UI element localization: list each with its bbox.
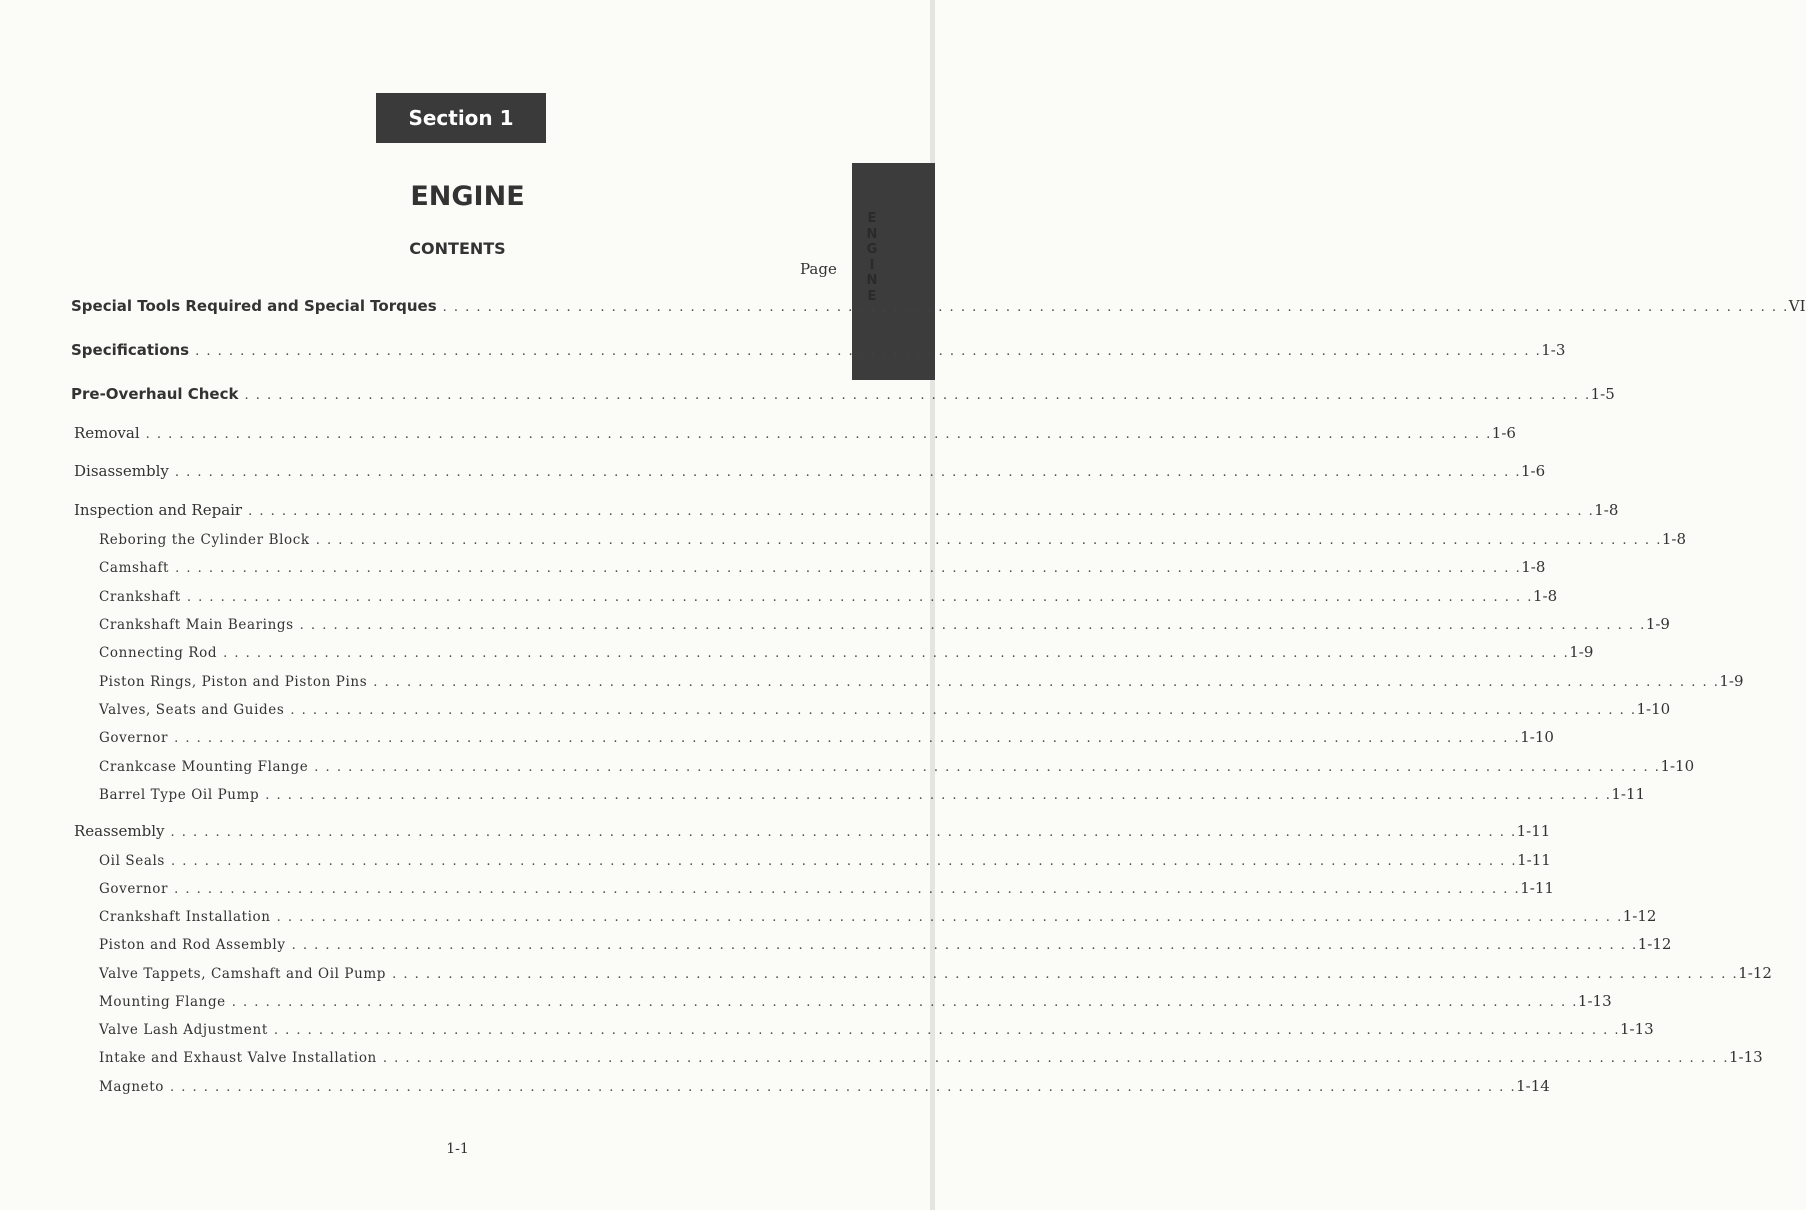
dot-leader: . . . . . . . . . . . . . . . . . . . . . . . . . . . . . . . . . . . . . . . . . . . . . . . . . . . . . . . . . . . . . . . . . . . . . . . . . . . . . . . . . . . . . . . . . . . . . . . . . . . . . . . . . . . . . . . . . . . . . . . . (392, 967, 1739, 982)
toc-entry (0, 1020, 1654, 1044)
toc-entry-title: Crankshaft Main Bearings (99, 617, 294, 633)
dot-leader: . . . . . . . . . . . . . . . . . . . . . . . . . . . . . . . . . . . . . . . . . . . . . . . . . . . . . . . . . . . . . . . . . . . . . . . . . . . . . . . . . . . . . . . . . . . . . . . . . . . . . . . . . . . . . . . . . . . . . . . . (290, 703, 1637, 718)
toc-entry-page: 1-8 (1521, 558, 1546, 576)
toc-entry-page: 1-9 (1645, 615, 1670, 633)
side-tab-letter: N (866, 226, 878, 242)
toc-entry-title: Reboring the Cylinder Block (99, 532, 310, 548)
toc-entry-page: 1-8 (1661, 530, 1686, 548)
toc-entry-title: Special Tools Required and Special Torques (71, 297, 437, 315)
toc-entry (0, 1048, 1763, 1072)
toc-entry-title: Removal (74, 424, 140, 442)
dot-leader: . . . . . . . . . . . . . . . . . . . . . . . . . . . . . . . . . . . . . . . . . . . . . . . . . . . . . . . . . . . . . . . . . . . . . . . . . . . . . . . . . . . . . . . . . . . . . . . . . . . . . . . . . . . . . . . . . . . . . . . . (174, 731, 1521, 746)
toc-entry (0, 879, 1554, 903)
page-title: ENGINE (410, 181, 525, 212)
toc-entry-page: 1-13 (1729, 1048, 1763, 1066)
toc-entry-title: Governor (99, 730, 169, 746)
toc-entry-page: 1-12 (1738, 964, 1772, 982)
toc-entry-title: Governor (99, 881, 169, 897)
toc-entry-page: 1-12 (1622, 907, 1657, 925)
toc-entry (0, 341, 1566, 365)
toc-entry-page: 1-9 (1569, 643, 1594, 661)
side-tab-letter: E (867, 288, 877, 304)
side-tab-letters (862, 211, 882, 304)
toc-entry-title: Magneto (99, 1079, 164, 1095)
dot-leader: . . . . . . . . . . . . . . . . . . . . . . . . . . . . . . . . . . . . . . . . . . . . . . . . . . . . . . . . . . . . . . . . . . . . . . . . . . . . . . . . . . . . . . . . . . . . . . . . . . . . . . . . . . . . . . . . . . . . . . . . (373, 675, 1720, 690)
toc-entry (0, 757, 1695, 781)
toc-entry-page: 1-11 (1520, 879, 1554, 897)
toc-entry-title: Valve Tappets, Camshaft and Oil Pump (99, 966, 387, 982)
toc-entry (0, 672, 1744, 696)
toc-entry-page: 1-11 (1516, 822, 1551, 840)
page-column-label: Page (800, 260, 837, 278)
side-tab-letter: N (866, 273, 878, 288)
toc-entry-page: 1-6 (1520, 462, 1546, 480)
toc-entry-page: 1-11 (1611, 785, 1646, 803)
toc-entry-title: Barrel Type Oil Pump (99, 787, 260, 803)
toc-entry (0, 822, 1551, 846)
contents-heading: CONTENTS (409, 239, 506, 258)
dot-leader: . . . . . . . . . . . . . . . . . . . . . . . . . . . . . . . . . . . . . . . . . . . . . . . . . . . . . . . . . . . . . . . . . . . . . . . . . . . . . . . . . . . . . . . . . . . . . . . . . . . . . . . . . . . . . . . . . . . . . . . . (314, 760, 1661, 775)
page-number: 1-1 (446, 1141, 469, 1157)
toc-entry-page: 1-13 (1620, 1020, 1654, 1038)
dot-leader: . . . . . . . . . . . . . . . . . . . . . . . . . . . . . . . . . . . . . . . . . . . . . . . . . . . . . . . . . . . . . . . . . . . . . . . . . . . . . . . . . . . . . . . . . . . . . . . . . . . . . . . . . . . . . . . . . . . . . . . . (248, 504, 1595, 519)
toc-entry (0, 558, 1546, 582)
toc-entry-title: Disassembly (74, 462, 169, 480)
toc-entry-title: Piston and Rod Assembly (99, 937, 286, 953)
toc-entry (0, 501, 1619, 525)
dot-leader: . . . . . . . . . . . . . . . . . . . . . . . . . . . . . . . . . . . . . . . . . . . . . . . . . . . . . . . . . . . . . . . . . . . . . . . . . . . . . . . . . . . . . . . . . . . . . . . . . . . . . . . . . . . . . . . . . . . . . . . . (265, 788, 1612, 803)
dot-leader: . . . . . . . . . . . . . . . . . . . . . . . . . . . . . . . . . . . . . . . . . . . . . . . . . . . . . . . . . . . . . . . . . . . . . . . . . . . . . . . . . . . . . . . . . . . . . . . . . . . . . . . . . . . . . . . . . . . . . . . . (231, 995, 1578, 1010)
dot-leader: . . . . . . . . . . . . . . . . . . . . . . . . . . . . . . . . . . . . . . . . . . . . . . . . . . . . . . . . . . . . . . . . . . . . . . . . . . . . . . . . . . . . . . . . . . . . . . . . . . . . . . . . . . . . . . . . . . . . . . . . (175, 561, 1522, 576)
toc-entry (0, 462, 1546, 486)
toc-entry-title: Specifications (71, 341, 190, 359)
toc-entry-title: Camshaft (99, 560, 170, 576)
toc-entry (0, 992, 1612, 1016)
toc-entry-title: Mounting Flange (99, 994, 226, 1010)
toc-entry-title: Pre-Overhaul Check (71, 385, 239, 403)
dot-leader: . . . . . . . . . . . . . . . . . . . . . . . . . . . . . . . . . . . . . . . . . . . . . . . . . . . . . . . . . . . . . . . . . . . . . . . . . . . . . . . . . . . . . . . . . . . . . . . . . . . . . . . . . . . . . . . . . . . . . . . . (276, 910, 1623, 925)
toc-entry (0, 530, 1686, 554)
toc-entry-title: Intake and Exhaust Valve Installation (99, 1050, 377, 1066)
toc-entry-page: 1-10 (1636, 700, 1671, 718)
toc-entry (0, 615, 1670, 639)
toc-entry-title: Valves, Seats and Guides (99, 702, 285, 718)
dot-leader: . . . . . . . . . . . . . . . . . . . . . . . . . . . . . . . . . . . . . . . . . . . . . . . . . . . . . . . . . . . . . . . . . . . . . . . . . . . . . . . . . . . . . . . . . . . . . . . . . . . . . . . . . . . . . . . . . . . . . . . . (195, 344, 1542, 359)
toc-entry-page: 1-5 (1590, 385, 1615, 403)
dot-leader: . . . . . . . . . . . . . . . . . . . . . . . . . . . . . . . . . . . . . . . . . . . . . . . . . . . . . . . . . . . . . . . . . . . . . . . . . . . . . . . . . . . . . . . . . . . . . . . . . . . . . . . . . . . . . . . . . . . . . . . . (186, 590, 1533, 605)
dot-leader: . . . . . . . . . . . . . . . . . . . . . . . . . . . . . . . . . . . . . . . . . . . . . . . . . . . . . . . . . . . . . . . . . . . . . . . . . . . . . . . . . . . . . . . . . . . . . . . . . . . . . . . . . . . . . . . . . . . . . . . . (169, 1080, 1517, 1095)
toc-entry (0, 964, 1772, 988)
dot-leader: . . . . . . . . . . . . . . . . . . . . . . . . . . . . . . . . . . . . . . . . . . . . . . . . . . . . . . . . . . . . . . . . . . . . . . . . . . . . . . . . . . . . . . . . . . . . . . . . . . . . . . . . . . . . . . . . . . . . . . . . (442, 300, 1789, 315)
toc-entry (0, 385, 1615, 409)
toc-entry-title: Reassembly (74, 822, 165, 840)
toc-entry-page: 1-10 (1520, 728, 1554, 746)
side-tab-letter: G (866, 242, 878, 257)
dot-leader: . . . . . . . . . . . . . . . . . . . . . . . . . . . . . . . . . . . . . . . . . . . . . . . . . . . . . . . . . . . . . . . . . . . . . . . . . . . . . . . . . . . . . . . . . . . . . . . . . . . . . . . . . . . . . . . . . . . . . . . . (382, 1051, 1729, 1066)
toc-entry (0, 851, 1551, 875)
toc-entry-title: Crankshaft Installation (99, 909, 271, 925)
toc-entry (0, 907, 1657, 931)
toc-entry-title: Oil Seals (99, 853, 165, 869)
toc-entry (0, 424, 1516, 448)
dot-leader: . . . . . . . . . . . . . . . . . . . . . . . . . . . . . . . . . . . . . . . . . . . . . . . . . . . . . . . . . . . . . . . . . . . . . . . . . . . . . . . . . . . . . . . . . . . . . . . . . . . . . . . . . . . . . . . . . . . . . . . . (273, 1023, 1620, 1038)
dot-leader: . . . . . . . . . . . . . . . . . . . . . . . . . . . . . . . . . . . . . . . . . . . . . . . . . . . . . . . . . . . . . . . . . . . . . . . . . . . . . . . . . . . . . . . . . . . . . . . . . . . . . . . . . . . . . . . . . . . . . . . . (174, 882, 1521, 897)
toc-entry-title: Crankcase Mounting Flange (99, 759, 309, 775)
toc-entry (0, 1077, 1550, 1101)
toc-entry (0, 700, 1671, 724)
toc-entry-title: Crankshaft (99, 589, 181, 605)
section-label: Section 1 (408, 106, 514, 130)
toc-entry-page: 1-14 (1516, 1077, 1550, 1095)
dot-leader: . . . . . . . . . . . . . . . . . . . . . . . . . . . . . . . . . . . . . . . . . . . . . . . . . . . . . . . . . . . . . . . . . . . . . . . . . . . . . . . . . . . . . . . . . . . . . . . . . . . . . . . . . . . . . . . . . . . . . . . . (315, 533, 1662, 548)
dot-leader: . . . . . . . . . . . . . . . . . . . . . . . . . . . . . . . . . . . . . . . . . . . . . . . . . . . . . . . . . . . . . . . . . . . . . . . . . . . . . . . . . . . . . . . . . . . . . . . . . . . . . . . . . . . . . . . . . . . . . . . . (174, 465, 1521, 480)
toc-entry (0, 587, 1558, 611)
dot-leader: . . . . . . . . . . . . . . . . . . . . . . . . . . . . . . . . . . . . . . . . . . . . . . . . . . . . . . . . . . . . . . . . . . . . . . . . . . . . . . . . . . . . . . . . . . . . . . . . . . . . . . . . . . . . . . . . . . . . . . . . (145, 427, 1492, 442)
toc-entry-page: 1-9 (1719, 672, 1744, 690)
toc-entry (0, 643, 1594, 667)
toc-entry-page: 1-11 (1517, 851, 1551, 869)
toc-entry-page: 1-3 (1541, 341, 1566, 359)
dot-leader: . . . . . . . . . . . . . . . . . . . . . . . . . . . . . . . . . . . . . . . . . . . . . . . . . . . . . . . . . . . . . . . . . . . . . . . . . . . . . . . . . . . . . . . . . . . . . . . . . . . . . . . . . . . . . . . . . . . . . . . . (223, 646, 1570, 661)
toc-entry-page: 1-8 (1532, 587, 1558, 605)
dot-leader: . . . . . . . . . . . . . . . . . . . . . . . . . . . . . . . . . . . . . . . . . . . . . . . . . . . . . . . . . . . . . . . . . . . . . . . . . . . . . . . . . . . . . . . . . . . . . . . . . . . . . . . . . . . . . . . . . . . . . . . . (291, 938, 1638, 953)
side-tab-letter: E (867, 211, 877, 226)
toc-entry (0, 785, 1646, 809)
toc-entry-title: Valve Lash Adjustment (99, 1022, 268, 1038)
toc-entry (0, 728, 1554, 752)
toc-entry-page: 1-12 (1637, 935, 1672, 953)
dot-leader: . . . . . . . . . . . . . . . . . . . . . . . . . . . . . . . . . . . . . . . . . . . . . . . . . . . . . . . . . . . . . . . . . . . . . . . . . . . . . . . . . . . . . . . . . . . . . . . . . . . . . . . . . . . . . . . . . . . . . . . . (170, 825, 1517, 840)
toc-entry-page: 1-10 (1660, 757, 1695, 775)
toc-entry-page: VI (1788, 297, 1806, 315)
section-label-box (376, 93, 546, 143)
toc-entry-page: 1-8 (1594, 501, 1619, 519)
toc-entry (0, 935, 1672, 959)
dot-leader: . . . . . . . . . . . . . . . . . . . . . . . . . . . . . . . . . . . . . . . . . . . . . . . . . . . . . . . . . . . . . . . . . . . . . . . . . . . . . . . . . . . . . . . . . . . . . . . . . . . . . . . . . . . . . . . . . . . . . . . . (244, 388, 1591, 403)
toc-entry-title: Piston Rings, Piston and Piston Pins (99, 674, 368, 690)
dot-leader: . . . . . . . . . . . . . . . . . . . . . . . . . . . . . . . . . . . . . . . . . . . . . . . . . . . . . . . . . . . . . . . . . . . . . . . . . . . . . . . . . . . . . . . . . . . . . . . . . . . . . . . . . . . . . . . . . . . . . . . . (170, 854, 1518, 869)
toc-entry-page: 1-13 (1577, 992, 1612, 1010)
toc-entry-page: 1-6 (1491, 424, 1516, 442)
side-tab-letter: I (869, 257, 875, 273)
toc-entry-title: Connecting Rod (99, 645, 218, 661)
dot-leader: . . . . . . . . . . . . . . . . . . . . . . . . . . . . . . . . . . . . . . . . . . . . . . . . . . . . . . . . . . . . . . . . . . . . . . . . . . . . . . . . . . . . . . . . . . . . . . . . . . . . . . . . . . . . . . . . . . . . . . . . (299, 618, 1646, 633)
toc-entry (0, 297, 1806, 321)
toc-entry-title: Inspection and Repair (74, 501, 243, 519)
